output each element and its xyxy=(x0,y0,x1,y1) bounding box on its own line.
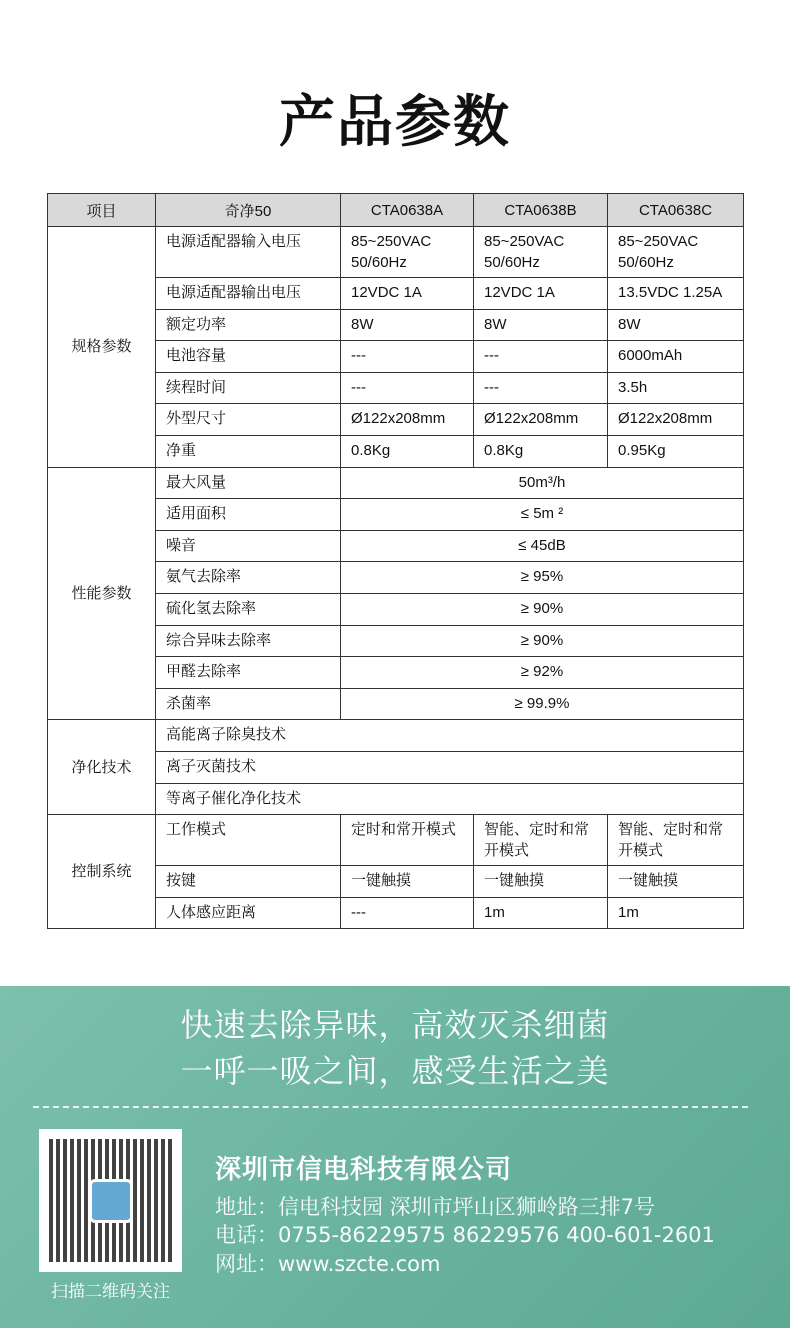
table-cell: 12VDC 1A xyxy=(474,278,608,310)
group-label-purify: 净化技术 xyxy=(48,720,156,815)
table-cell: 综合异味去除率 xyxy=(156,625,341,657)
table-cell: 净重 xyxy=(156,435,341,467)
slogan-line-1: 快速去除异味，高效灭杀细菌 xyxy=(180,1006,610,1044)
table-cell: 3.5h xyxy=(608,372,744,404)
page-title: 产品参数 xyxy=(279,90,511,155)
group-label-spec: 规格参数 xyxy=(48,227,156,468)
table-cell: 电源适配器输入电压 xyxy=(156,227,341,278)
company-name: 深圳市信电科技有限公司 xyxy=(215,1155,513,1185)
table-cell: 智能、定时和常开模式 xyxy=(474,815,608,866)
table-cell: --- xyxy=(341,372,474,404)
table-cell: 85~250VAC 50/60Hz xyxy=(341,227,474,278)
table-cell: 一键触摸 xyxy=(341,866,474,898)
table-cell: 甲醛去除率 xyxy=(156,657,341,689)
table-cell: ≥ 90% xyxy=(341,625,744,657)
table-cell: 按键 xyxy=(156,866,341,898)
table-cell: 85~250VAC 50/60Hz xyxy=(608,227,744,278)
header-cell: 奇净50 xyxy=(156,194,341,227)
table-cell: 工作模式 xyxy=(156,815,341,866)
table-header xyxy=(48,194,744,227)
company-website[interactable]: 网址：www.szcte.com xyxy=(215,1252,441,1276)
table-cell: 等离子催化净化技术 xyxy=(156,783,744,815)
header-cell: CTA0638B xyxy=(474,194,608,227)
table-cell: 氨气去除率 xyxy=(156,562,341,594)
table-cell: 0.95Kg xyxy=(608,435,744,467)
qr-caption: 扫描二维码关注 xyxy=(51,1282,170,1302)
header-cell: 项目 xyxy=(48,194,156,227)
table-cell: 智能、定时和常开模式 xyxy=(608,815,744,866)
table-cell: --- xyxy=(341,897,474,929)
table-cell: ≥ 95% xyxy=(341,562,744,594)
company-address: 地址：信电科技园 深圳市坪山区狮岭路三排7号 xyxy=(215,1195,656,1219)
table-cell: 0.8Kg xyxy=(341,435,474,467)
table-cell: 1m xyxy=(474,897,608,929)
table-cell: 8W xyxy=(341,309,474,341)
table-cell: Ø122x208mm xyxy=(474,404,608,436)
table-cell: Ø122x208mm xyxy=(608,404,744,436)
table-cell: 一键触摸 xyxy=(474,866,608,898)
table-cell: 一键触摸 xyxy=(608,866,744,898)
table-cell: 电源适配器输出电压 xyxy=(156,278,341,310)
table-row xyxy=(48,815,744,866)
table-cell: --- xyxy=(341,341,474,373)
table-cell: 额定功率 xyxy=(156,309,341,341)
group-label-control: 控制系统 xyxy=(48,815,156,929)
table-cell: 6000mAh xyxy=(608,341,744,373)
table-cell: 13.5VDC 1.25A xyxy=(608,278,744,310)
company-phone: 电话：0755-86229575 86229576 400-601-2601 xyxy=(215,1223,715,1247)
table-cell: 最大风量 xyxy=(156,467,341,499)
table-row xyxy=(48,720,744,752)
table-cell: 电池容量 xyxy=(156,341,341,373)
table-cell: 1m xyxy=(608,897,744,929)
table-row xyxy=(48,227,744,278)
table-cell: ≤ 45dB xyxy=(341,530,744,562)
table-row xyxy=(48,467,744,499)
table-cell: ≥ 92% xyxy=(341,657,744,689)
table-cell: 高能离子除臭技术 xyxy=(156,720,744,752)
table-cell: 定时和常开模式 xyxy=(341,815,474,866)
table-cell: 离子灭菌技术 xyxy=(156,751,744,783)
table-cell: Ø122x208mm xyxy=(341,404,474,436)
table-cell: 50m³/h xyxy=(341,467,744,499)
table-cell: 8W xyxy=(474,309,608,341)
table-cell: 85~250VAC 50/60Hz xyxy=(474,227,608,278)
qr-code xyxy=(39,1129,182,1272)
table-cell: 硫化氢去除率 xyxy=(156,593,341,625)
table-cell: 续程时间 xyxy=(156,372,341,404)
table-cell: 人体感应距离 xyxy=(156,897,341,929)
table-cell: 12VDC 1A xyxy=(341,278,474,310)
table-cell: --- xyxy=(474,341,608,373)
table-cell: 噪音 xyxy=(156,530,341,562)
company-logo-icon xyxy=(89,1179,133,1223)
header-cell: CTA0638A xyxy=(341,194,474,227)
dashed-divider xyxy=(33,1106,748,1108)
table-cell: ≥ 99.9% xyxy=(341,688,744,720)
table-cell: --- xyxy=(474,372,608,404)
table-cell: 杀菌率 xyxy=(156,688,341,720)
table-cell: 8W xyxy=(608,309,744,341)
table-cell: ≥ 90% xyxy=(341,593,744,625)
table-cell: 外型尺寸 xyxy=(156,404,341,436)
spec-table xyxy=(47,193,744,929)
table-cell: 0.8Kg xyxy=(474,435,608,467)
group-label-perf: 性能参数 xyxy=(48,467,156,720)
table-cell: ≤ 5m ² xyxy=(341,499,744,531)
footer-banner xyxy=(0,986,790,1328)
header-cell: CTA0638C xyxy=(608,194,744,227)
table-cell: 适用面积 xyxy=(156,499,341,531)
slogan-line-2: 一呼一吸之间，感受生活之美 xyxy=(180,1052,610,1090)
